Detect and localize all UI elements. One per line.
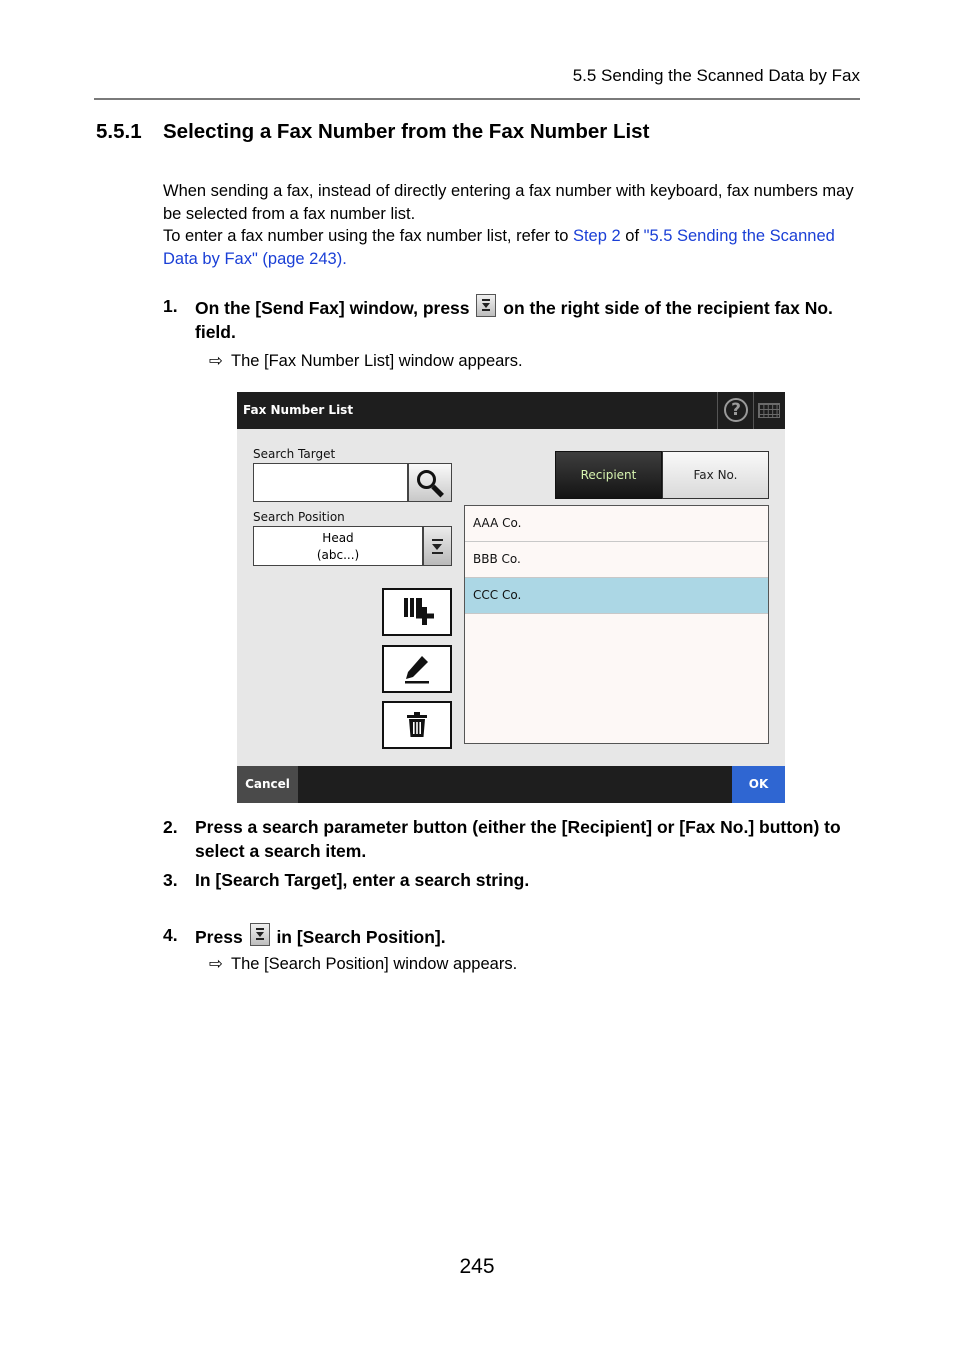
dropdown-icon [476, 294, 496, 317]
search-position-value: Head [322, 531, 354, 545]
fax-number-list [464, 505, 769, 744]
step-number: 3. [163, 870, 178, 890]
dropdown-icon [432, 544, 442, 550]
ok-button[interactable]: OK [732, 766, 785, 803]
step-text: Press in [Search Position]. [195, 923, 863, 949]
section-number: 5.5.1 [96, 120, 142, 143]
dropdown-icon [250, 923, 270, 946]
title-separator [753, 392, 754, 429]
fax-no-button[interactable]: Fax No. [662, 451, 769, 499]
result-arrow-icon: ⇨ [209, 955, 223, 973]
delete-button[interactable] [382, 701, 452, 749]
add-entry-button[interactable] [382, 588, 452, 636]
cancel-button[interactable]: Cancel [237, 766, 298, 803]
add-entry-icon [384, 590, 450, 634]
list-item[interactable]: BBB Co. [465, 542, 768, 578]
list-item-selected[interactable]: CCC Co. [465, 578, 768, 614]
edit-pencil-icon [384, 647, 450, 691]
step-number: 2. [163, 817, 178, 837]
section-reference-link[interactable]: "5.5 Sending the Scanned Data by Fax" (page 243) [163, 227, 835, 268]
intro-paragraph [163, 180, 863, 270]
title-separator [717, 392, 718, 429]
step-text: Press a search parameter button (either the [Recipient] or [Fax No.] button) to select a search item. [195, 817, 841, 861]
search-target-input[interactable] [253, 463, 408, 502]
search-button[interactable] [408, 463, 452, 502]
search-position-label: Search Position [253, 510, 345, 524]
search-icon-handle [431, 485, 444, 498]
list-item[interactable]: AAA Co. [465, 506, 768, 542]
intro-reference: To enter a fax number using the fax number list, refer to Step 2 of "5.5 Sending the Scanned Data by Fax" (page 243). [163, 227, 835, 268]
help-icon[interactable]: ? [724, 398, 748, 422]
window-title: Fax Number List [243, 403, 354, 417]
header-rule [94, 98, 860, 100]
search-target-label: Search Target [253, 447, 336, 461]
title-bar [237, 392, 785, 429]
keyboard-icon[interactable] [758, 403, 780, 418]
search-position-field[interactable] [253, 526, 423, 566]
result-arrow-icon: ⇨ [209, 352, 223, 370]
edit-button[interactable] [382, 645, 452, 693]
step-4-result: ⇨ The [Search Position] window appears. [209, 955, 518, 973]
section-heading [96, 120, 649, 144]
step-text: In [Search Target], enter a search string. [195, 870, 530, 890]
running-head: 5.5 Sending the Scanned Data by Fax [572, 66, 860, 85]
search-position-dropdown-button[interactable] [423, 526, 452, 566]
trash-icon [384, 703, 450, 747]
step-number: 1. [163, 296, 178, 316]
intro-line: When sending a fax, instead of directly entering a fax number with keyboard, fax numbers may be selected from a fax number list. [163, 182, 854, 223]
search-position-value-sub: (abc...) [316, 548, 360, 562]
bottom-bar [237, 766, 785, 803]
section-title: Selecting a Fax Number from the Fax Number List [163, 120, 650, 143]
step-1-result: ⇨ The [Fax Number List] window appears. [209, 352, 523, 370]
step-text: On the [Send Fax] window, press on the right side of the recipient fax No. field. [195, 294, 863, 344]
fax-number-list-window [237, 392, 785, 803]
step-2-link[interactable]: Step 2 [572, 227, 621, 245]
recipient-button[interactable]: Recipient [555, 451, 662, 499]
step-number: 4. [163, 925, 178, 945]
page-number: 245 [459, 1255, 495, 1278]
